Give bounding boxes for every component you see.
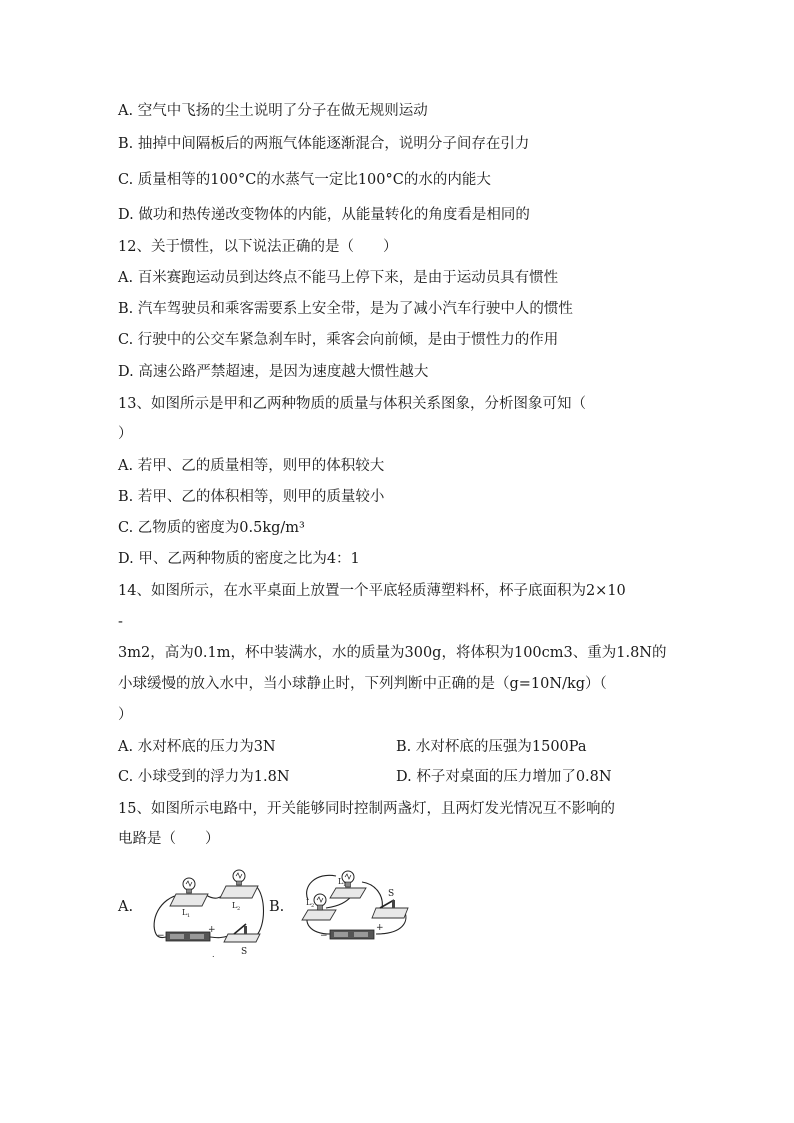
q15-label-a: A.: [118, 899, 134, 915]
q12-option-b: B. 汽车驾驶员和乘客需要系上安全带，是为了减小汽车行驶中人的惯性: [118, 301, 573, 317]
label-switch: S: [388, 889, 395, 899]
svg-text:2: 2: [311, 903, 315, 909]
q13-option-c: C. 乙物质的密度为0.5kg/m³: [118, 520, 305, 536]
q14-stem-line1: 14、如图所示，在水平桌面上放置一个平底轻质薄塑料杯，杯子底面积为2×10: [118, 583, 626, 599]
q13-option-a: A. 若甲、乙的质量相等，则甲的体积较大: [118, 458, 385, 474]
q11-option-d: D. 做功和热传递改变物体的内能，从能量转化的角度看是相同的: [118, 207, 530, 223]
q12-stem: 12、关于惯性，以下说法正确的是（ ）: [118, 239, 398, 255]
q14-stem-line3: 3m2，高为0.1m，杯中装满水，水的质量为300g，将体积为100cm3、重为1.8N的: [118, 645, 667, 661]
label-dot: .: [212, 950, 215, 958]
switch-icon: [224, 934, 260, 942]
lamp-base-icon: [170, 894, 208, 906]
q11-option-a: A. 空气中飞扬的尘土说明了分子在做无规则运动: [118, 103, 428, 119]
lamp-base-icon: [302, 910, 336, 920]
label-l2: L: [306, 898, 312, 907]
label-plus: +: [208, 925, 216, 935]
lamp-base-icon: [330, 888, 366, 898]
q14-option-b: B. 水对杯底的压强为1500Pa: [396, 739, 587, 755]
label-minus: −: [157, 931, 165, 941]
circuit-diagram-a: [148, 866, 270, 958]
q11-option-b: B. 抽掉中间隔板后的两瓶气体能逐渐混合，说明分子间存在引力: [118, 136, 530, 152]
q12-option-d: D. 高速公路严禁超速，是因为速度越大惯性越大: [118, 364, 429, 380]
q14-stem-line5: ）: [118, 707, 133, 723]
q13-option-b: B. 若甲、乙的体积相等，则甲的质量较小: [118, 489, 385, 505]
q13-option-d: D. 甲、乙两种物质的密度之比为4：1: [118, 551, 360, 567]
svg-text:1: 1: [343, 882, 347, 888]
switch-icon: [372, 908, 408, 918]
q11-option-c: C. 质量相等的100°C的水蒸气一定比100°C的水的内能大: [118, 172, 491, 188]
q12-option-a: A. 百米赛跑运动员到达终点不能马上停下来，是由于运动员具有惯性: [118, 270, 559, 286]
q12-option-c: C. 行驶中的公交车紧急刹车时，乘客会向前倾，是由于惯性力的作用: [118, 332, 559, 348]
q15-label-b: B.: [269, 899, 285, 915]
label-minus: −: [320, 931, 328, 941]
svg-text:1: 1: [187, 913, 191, 919]
q14-stem-line4: 小球缓慢的放入水中，当小球静止时，下列判断中正确的是（g=10N/kg）（: [118, 676, 607, 692]
lamp-base-icon: [220, 886, 258, 898]
label-l1: L: [182, 908, 188, 917]
label-l2: L: [232, 901, 238, 910]
q15-stem-line1: 15、如图所示电路中，开关能够同时控制两盏灯，且两灯发光情况互不影响的: [118, 801, 615, 817]
q13-stem-line2: ）: [118, 426, 133, 442]
q14-stem-line2: -: [118, 614, 123, 630]
q14-option-a: A. 水对杯底的压力为3N: [118, 739, 276, 755]
label-l1: L: [338, 877, 344, 886]
label-plus: +: [376, 923, 384, 933]
q14-option-c: C. 小球受到的浮力为1.8N: [118, 769, 290, 785]
circuit-diagram-b: [296, 862, 412, 948]
q13-stem-line1: 13、如图所示是甲和乙两种物质的质量与体积关系图象，分析图象可知（: [118, 396, 586, 412]
label-switch: S: [241, 947, 248, 957]
q14-option-d: D. 杯子对桌面的压力增加了0.8N: [396, 769, 612, 785]
q15-stem-line2: 电路是（ ）: [118, 831, 220, 847]
svg-text:2: 2: [237, 906, 241, 912]
